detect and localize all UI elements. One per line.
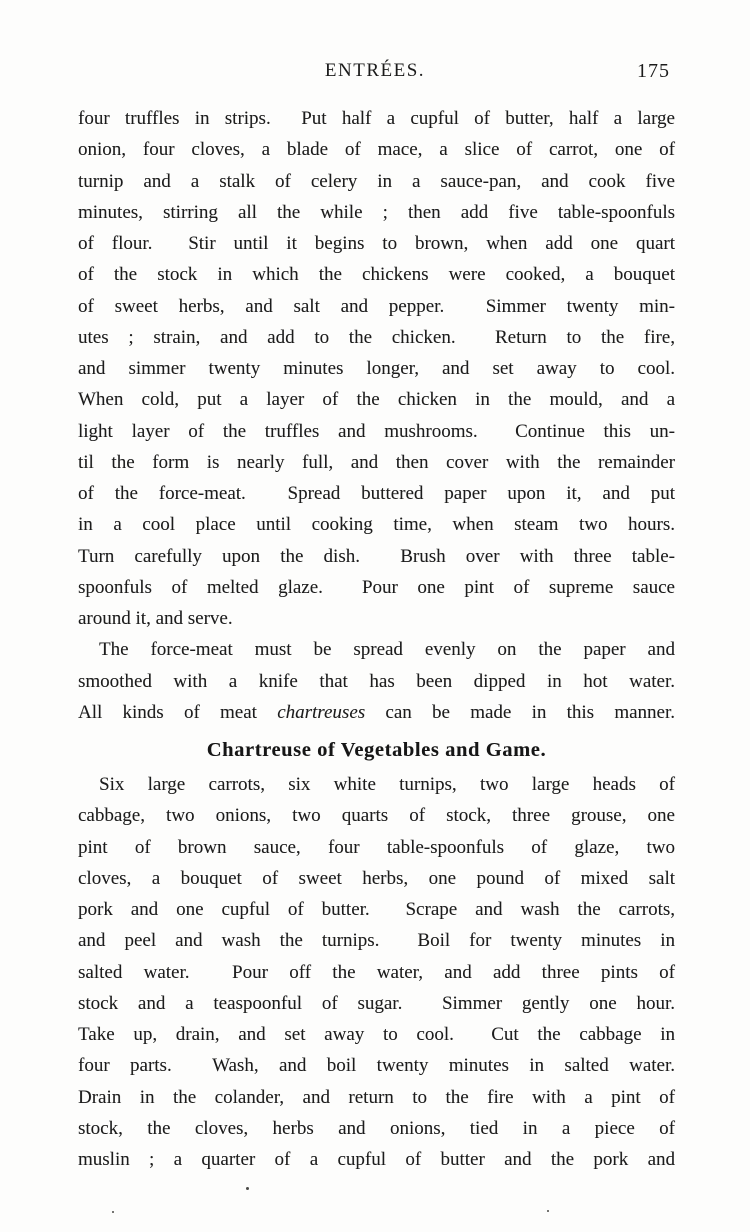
- paragraph-chicken-chartreuse: [78, 103, 675, 634]
- text-line: Drain in the colander, and return to the fire with a pint of: [78, 1086, 675, 1108]
- text-line: salted water. Pour off the water, and add three pints of: [78, 961, 675, 983]
- text-line: muslin ; a quarter of a cupful of butter and the pork and: [78, 1149, 675, 1170]
- text-line: of flour. Stir until it begins to brown, when add one quart: [78, 233, 675, 254]
- italic-term: chartreuses: [277, 701, 366, 723]
- text-line: [78, 697, 675, 728]
- scan-speck: [547, 1210, 549, 1212]
- running-title: ENTRÉES.: [324, 60, 426, 81]
- text-line: til the form is nearly full, and then cover with the remainder: [78, 451, 675, 473]
- text-line: and simmer twenty minutes longer, and set away to cool.: [78, 358, 675, 379]
- text-line: cabbage, two onions, two quarts of stock, three grouse, one: [78, 805, 675, 827]
- text-line: four parts. Wash, and boil twenty minutes in salted water.: [78, 1055, 675, 1077]
- text-line: onion, four cloves, a blade of mace, a slice of carrot, one of: [78, 139, 675, 161]
- text-segment: can be made in this manner.: [365, 701, 675, 723]
- text-line: Take up, drain, and set away to cool. Cut the cabbage in: [78, 1024, 675, 1045]
- section-heading: Chartreuse of Vegetables and Game.: [206, 739, 547, 761]
- text-line: smoothed with a knife that has been dipped in hot water.: [78, 670, 675, 692]
- text-line: pint of brown sauce, four table-spoonfuls of glaze, two: [78, 836, 675, 858]
- text-line: Turn carefully upon the dish. Brush over with three table-: [78, 545, 675, 567]
- text-line: spoonfuls of melted glaze. Pour one pint of supreme sauce: [78, 576, 675, 598]
- text-line: utes ; strain, and add to the chicken. Return to the fire,: [78, 326, 675, 348]
- text-line: of the stock in which the chickens were cooked, a bouquet: [78, 264, 675, 286]
- text-line: light layer of the truffles and mushrooms. Continue this un-: [78, 420, 675, 442]
- scan-speck: [246, 1187, 249, 1190]
- text-line: Six large carrots, six white turnips, two large heads of: [99, 774, 675, 795]
- text-line: around it, and serve.: [78, 608, 233, 629]
- text-line: and peel and wash the turnips. Boil for twenty minutes in: [78, 930, 675, 952]
- text-line: of sweet herbs, and salt and pepper. Simmer twenty min-: [78, 295, 675, 317]
- text-line: The force-meat must be spread evenly on the paper and: [99, 639, 675, 661]
- text-line: in a cool place until cooking time, when steam two hours.: [78, 514, 675, 536]
- text-line: stock and a teaspoonful of sugar. Simmer gently one hour.: [78, 992, 675, 1014]
- paragraph-vegetables-and-game: [78, 769, 675, 1175]
- text-line: stock, the cloves, herbs and onions, tied in a piece of: [78, 1117, 675, 1139]
- text-line: pork and one cupful of butter. Scrape and wash the carrots,: [78, 899, 675, 920]
- text-segment: All kinds of meat: [78, 701, 278, 723]
- scan-speck: [112, 1211, 114, 1213]
- text-line: minutes, stirring all the while ; then add five table-spoonfuls: [78, 201, 675, 223]
- page-number: 175: [637, 60, 670, 82]
- text-line: turnip and a stalk of celery in a sauce-pan, and cook five: [78, 170, 675, 192]
- text-line: cloves, a bouquet of sweet herbs, one pound of mixed salt: [78, 867, 675, 889]
- text-line: four truffles in strips. Put half a cupful of butter, half a large: [78, 108, 675, 129]
- text-line: When cold, put a layer of the chicken in the mould, and a: [78, 389, 675, 411]
- page-body: [78, 103, 675, 1175]
- text-line: of the force-meat. Spread buttered paper upon it, and put: [78, 483, 675, 504]
- paragraph-force-meat-note: [78, 634, 675, 728]
